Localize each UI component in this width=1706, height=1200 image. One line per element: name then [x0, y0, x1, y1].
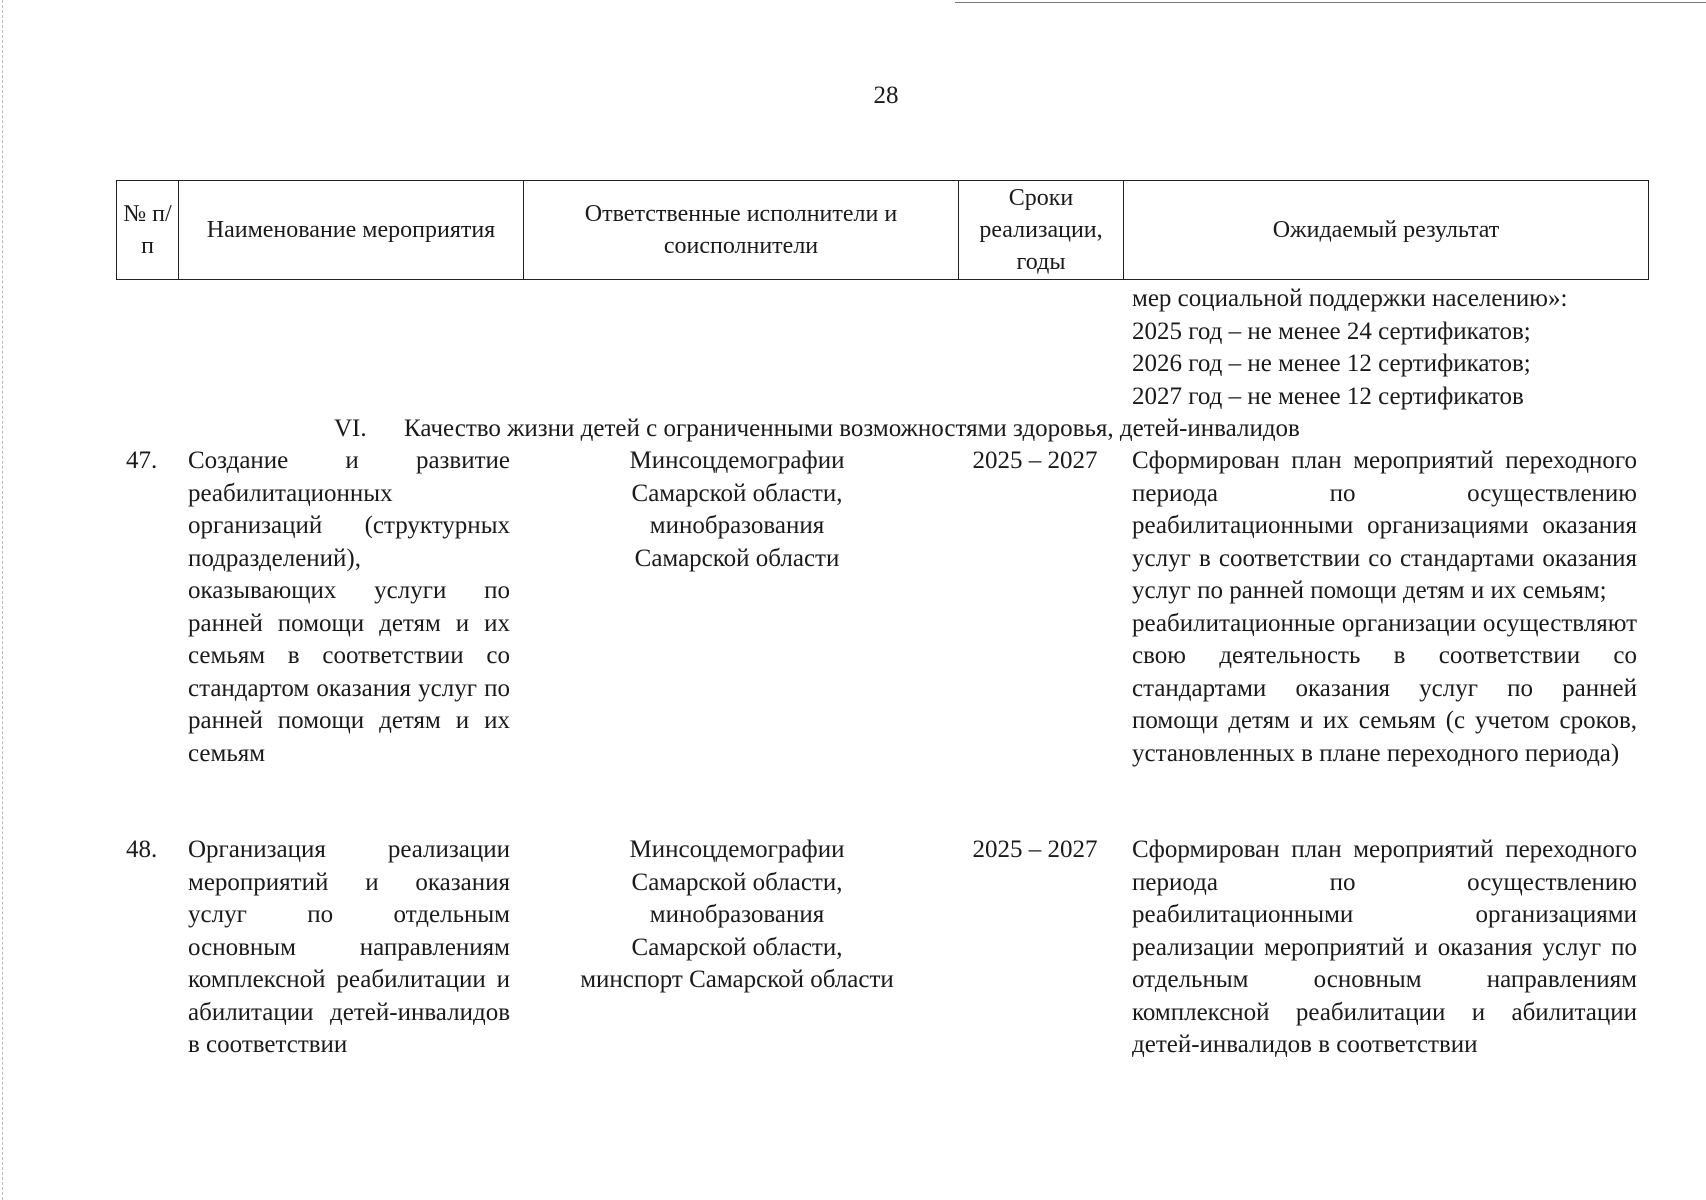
continued-result-line: 2027 год – не менее 12 сертификатов — [1132, 382, 1524, 410]
section-heading — [334, 413, 1300, 446]
header-col-name: Наименование мероприятия — [179, 181, 524, 280]
executor-line: Минсоцдемографии — [629, 836, 845, 863]
executor-line: минобразования — [649, 512, 825, 539]
continued-result — [1132, 283, 1642, 413]
continued-result-line: 2026 год – не менее 12 сертификатов; — [1132, 350, 1531, 377]
header-col-number: № п/п — [117, 181, 179, 280]
executor-line: Самарской области, — [631, 933, 843, 961]
row-activity-name: Создание и развитие реабилитационных организаций (структурных подразделений), оказывающих услуги по ранней помощи детям и их семьям в соответствии со стандартом оказания услуг по ранней помощи детям и их семьям — [188, 447, 510, 767]
header-col-executors: Ответственные исполнители и соисполнители — [524, 181, 959, 280]
executor-line: Самарской области, — [631, 868, 843, 896]
executor-line: Самарской области, — [631, 479, 843, 507]
row-number: 47. — [126, 447, 158, 474]
row-executors — [540, 834, 934, 997]
executor-line: минспорт Самарской области — [580, 966, 894, 993]
row-result — [1132, 834, 1637, 1062]
section-number: VI. — [334, 415, 367, 442]
row-activity-name: Организация реализации мероприятий и оказания услуг по отдельным основным направлениям комплексной реабилитации и абилитации детей-инвалидов в соответствии — [188, 836, 510, 1058]
row-result-paragraph: реабилитационные организации осуществляют свою деятельность в соответствии со стандартами оказания услуг по ранней помощи детям и их семьям (с учетом сроков, установленных в плане переходного периода) — [1132, 609, 1637, 767]
row-terms: 2025 – 2027 — [972, 447, 1098, 474]
section-title: Качество жизни детей с ограниченными возможностями здоровья, детей-инвалидов — [404, 415, 1300, 442]
header-col-result: Ожидаемый результат — [1124, 181, 1649, 280]
page-number: 28 — [873, 82, 899, 109]
scan-edge — [2, 0, 3, 1200]
row-result — [1132, 445, 1637, 770]
executor-line: Самарской области — [634, 544, 840, 572]
row-result-paragraph: Сформирован план мероприятий переходного периода по осуществлению реабилитационными организациями оказания услуг в соответствии со стандартами оказания услуг по ранней помощи детям и их семьям; — [1132, 447, 1637, 604]
scan-top-rule — [955, 2, 1706, 3]
row-executors — [540, 445, 934, 575]
continued-result-line: мер социальной поддержки населению»: — [1132, 285, 1568, 312]
row-terms: 2025 – 2027 — [972, 836, 1098, 863]
row-result-paragraph: Сформирован план мероприятий переходного периода по осуществлению реабилитационными организациями реализации мероприятий и оказания услуг по отдельным основным направлениям комплексной реабилитации и абилитации детей-инвалидов в соответствии — [1132, 836, 1637, 1058]
continued-result-line: 2025 год – не менее 24 сертификатов; — [1132, 317, 1531, 345]
executor-line: минобразования — [649, 901, 825, 928]
executor-line: Минсоцдемографии — [629, 447, 845, 474]
table-header — [116, 180, 1649, 280]
row-number: 48. — [126, 836, 158, 863]
header-col-terms: Сроки реализации, годы — [959, 181, 1124, 280]
